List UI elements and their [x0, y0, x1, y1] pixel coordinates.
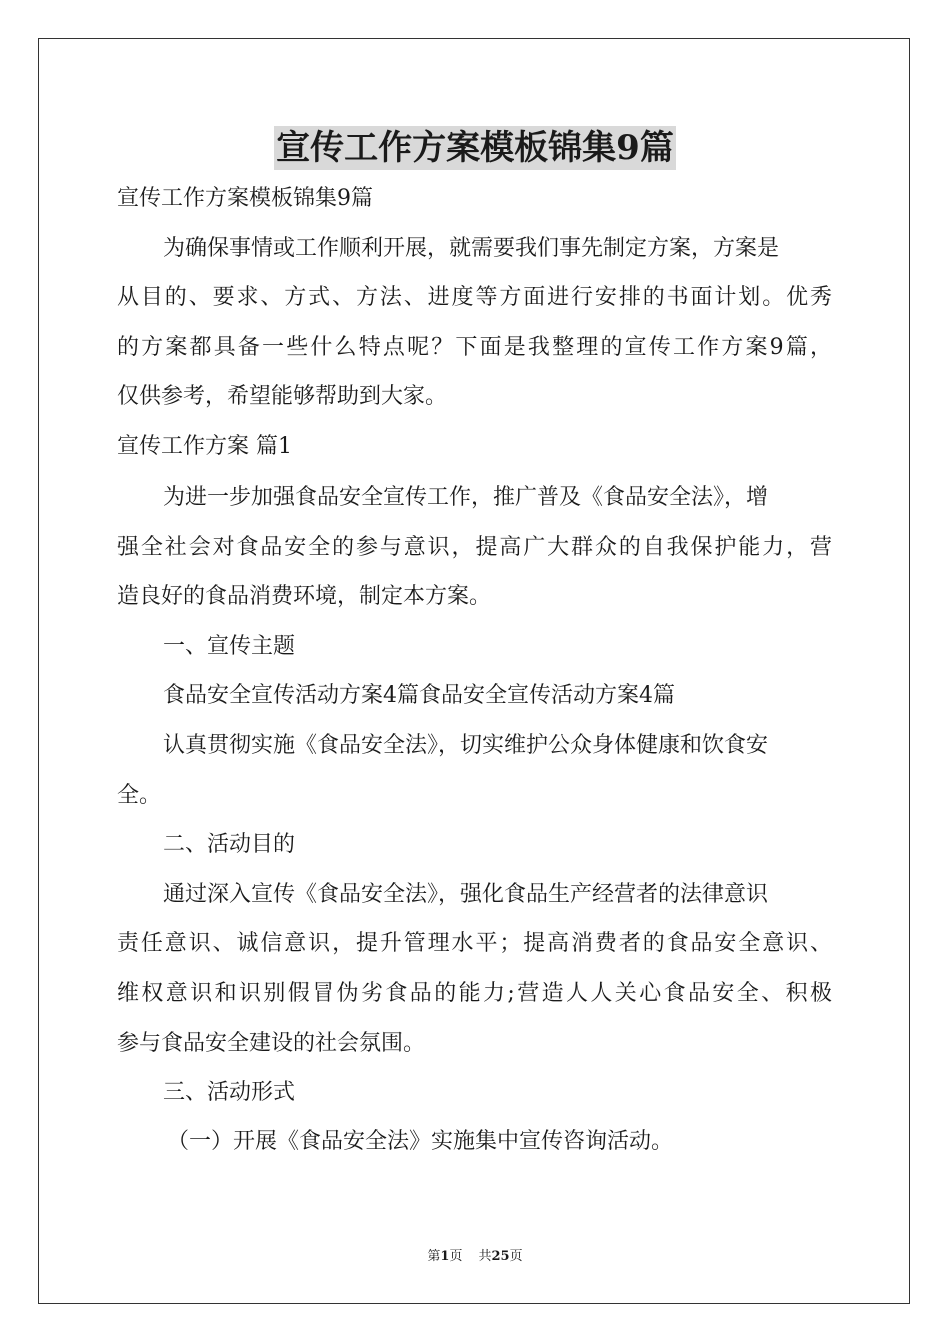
title-container	[0, 126, 950, 170]
para3-line-2: 责任意识、诚信意识，提升管理水平；提高消费者的食品安全意识、	[117, 931, 832, 956]
page-footer	[0, 1248, 950, 1266]
intro-line-2: 从目的、要求、方式、方法、进度等方面进行安排的书面计划。优秀	[117, 285, 832, 310]
total-pages: 25	[491, 1249, 510, 1264]
heading-format: 三、活动形式	[163, 1080, 296, 1105]
heading-theme: 一、宣传主题	[163, 634, 296, 659]
theme-line: 食品安全宣传活动方案4篇食品安全宣传活动方案4篇	[163, 683, 675, 708]
para2-line-1: 认真贯彻实施《食品安全法》，切实维护公众身体健康和饮食安	[163, 733, 769, 758]
intro-line-4: 仅供参考，希望能够帮助到大家。	[117, 384, 448, 409]
intro-line-3: 的方案都具备一些什么特点呢？下面是我整理的宣传工作方案9篇，	[117, 335, 832, 360]
total-prefix: 共	[478, 1249, 492, 1264]
section-heading: 宣传工作方案 篇1	[117, 434, 292, 459]
para3-line-3: 维权意识和识别假冒伪劣食品的能力;营造人人关心食品安全、积极	[117, 981, 832, 1006]
activity-item-1: （一）开展《食品安全法》实施集中宣传咨询活动。	[167, 1129, 674, 1154]
para1-line-1: 为进一步加强食品安全宣传工作，推广普及《食品安全法》，增	[163, 485, 769, 510]
para3-line-1: 通过深入宣传《食品安全法》，强化食品生产经营者的法律意识	[163, 882, 769, 907]
document-title: 宣传工作方案模板锦集9篇	[276, 128, 674, 168]
intro-line-1: 为确保事情或工作顺利开展，就需要我们事先制定方案，方案是	[163, 236, 780, 261]
page-border	[38, 38, 910, 1304]
page-number: 1	[440, 1249, 450, 1264]
heading-purpose: 二、活动目的	[163, 832, 296, 857]
para2-line-2: 全。	[117, 783, 162, 808]
page-suffix: 页	[449, 1249, 463, 1264]
para1-line-2: 强全社会对食品安全的参与意识，提高广大群众的自我保护能力，营	[117, 535, 832, 560]
document-subtitle: 宣传工作方案模板锦集9篇	[117, 186, 373, 211]
page-prefix: 第	[427, 1249, 441, 1264]
para3-line-4: 参与食品安全建设的社会氛围。	[117, 1031, 426, 1056]
total-suffix: 页	[509, 1249, 523, 1264]
para1-line-3: 造良好的食品消费环境，制定本方案。	[117, 584, 492, 609]
